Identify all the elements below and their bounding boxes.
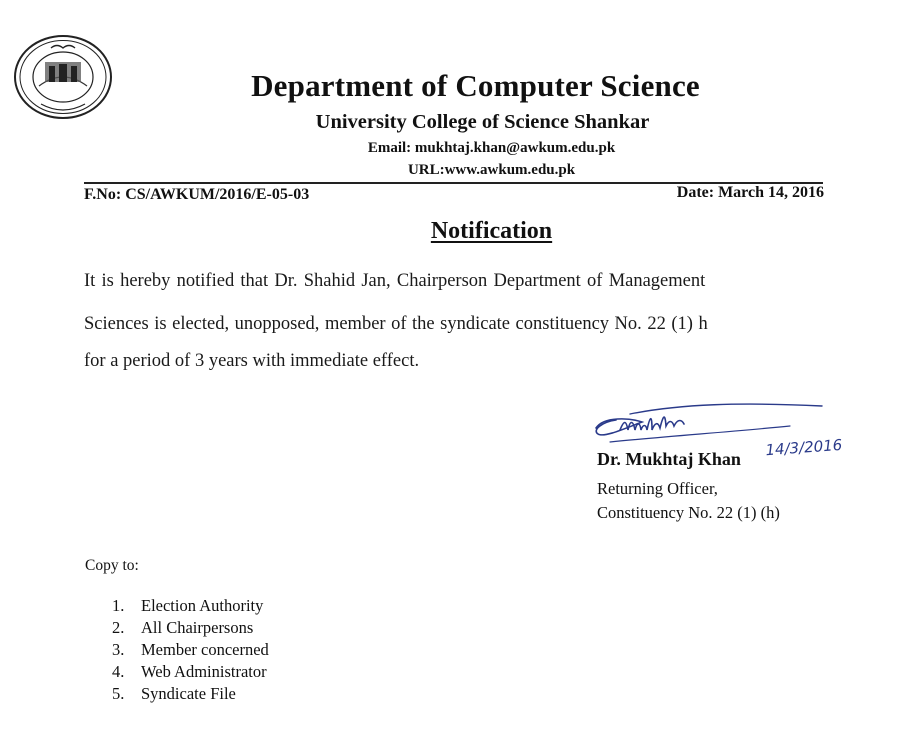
list-item: 4. Web Administrator — [112, 662, 267, 681]
contact-url: URL:www.awkum.edu.pk — [407, 162, 576, 178]
notification-body-line: Sciences is elected, unopposed, member of the syndicate constituency No. 22 (1) h — [84, 314, 708, 334]
list-item: 1. Election Authority — [112, 596, 264, 615]
svg-text:14/3/2016: 14/3/2016 — [764, 436, 843, 460]
signatory-constituency: Constituency No. 22 (1) (h) — [597, 503, 780, 522]
copy-to-list — [112, 595, 269, 705]
list-item: 2. All Chairpersons — [112, 618, 254, 637]
document-date: Date: March 14, 2016 — [676, 184, 824, 201]
notification-title: Notification — [430, 218, 553, 244]
list-item: 3. Member concerned — [112, 640, 269, 659]
contact-email: Email: mukhtaj.khan@awkum.edu.pk — [367, 140, 616, 156]
signatory-name: Dr. Mukhtaj Khan — [597, 449, 741, 469]
department-heading: Department of Computer Science — [251, 68, 700, 103]
college-name: University College of Science Shankar — [315, 111, 650, 133]
signatory-role: Returning Officer, — [597, 479, 718, 498]
notification-body-line: It is hereby notified that Dr. Shahid Jan, Chairperson Department of Management — [84, 271, 706, 291]
copy-to-label: Copy to: — [85, 557, 139, 574]
handwritten-date — [762, 436, 872, 476]
list-item: 5. Syndicate File — [112, 684, 236, 703]
file-number: F.No: CS/AWKUM/2016/E-05-03 — [84, 186, 310, 203]
notification-body-line: for a period of 3 years with immediate effect. — [84, 351, 420, 371]
